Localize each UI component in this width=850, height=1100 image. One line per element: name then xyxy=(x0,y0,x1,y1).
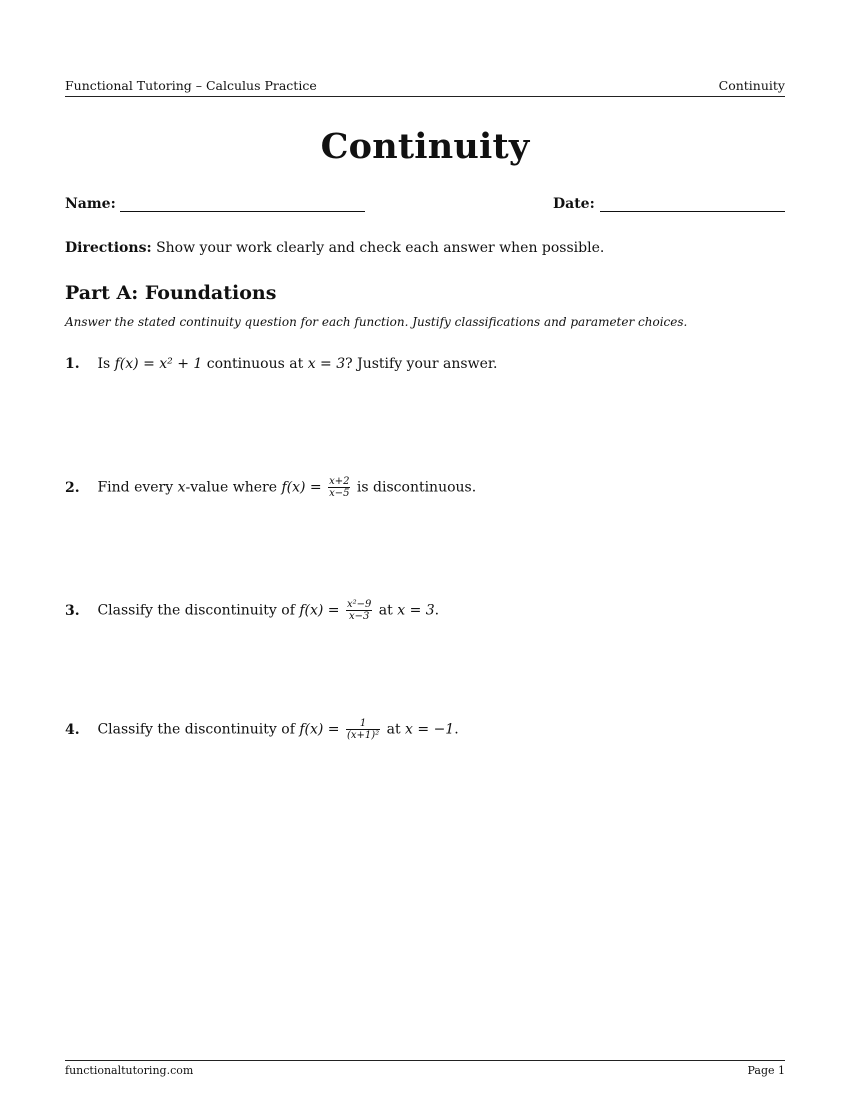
problem-text-part: . xyxy=(434,602,440,619)
part-a-instructions: Answer the stated continuity question for each function. Justify classifications and parameter choices. xyxy=(65,315,688,329)
problem-text xyxy=(97,476,476,499)
fraction-denominator: (x+1)² xyxy=(346,730,380,741)
directions-text: Show your work clearly and check each answer when possible. xyxy=(156,240,605,256)
page-title: Continuity xyxy=(320,126,530,167)
directions xyxy=(65,240,604,256)
problem-text-part: at xyxy=(374,602,398,619)
fraction-numerator: 1 xyxy=(346,718,380,730)
problem-text-part: . xyxy=(454,721,459,738)
name-field[interactable] xyxy=(120,211,365,212)
problem-text xyxy=(97,599,439,622)
header-topic: Continuity xyxy=(718,78,785,93)
problem-text-part: Find every xyxy=(97,479,178,496)
fraction-numerator: x²−9 xyxy=(346,599,372,610)
problem-math: f(x) = x² + 1 xyxy=(114,356,203,372)
part-a-heading: Part A: Foundations xyxy=(65,282,277,304)
problem-number: 3. xyxy=(65,602,80,619)
problem-point: x = 3 xyxy=(397,602,435,619)
fraction-denominator: x−5 xyxy=(329,488,350,499)
problem-text-part: -value where xyxy=(185,479,282,496)
fraction xyxy=(346,599,372,622)
page-header xyxy=(65,78,785,97)
problem-number: 2. xyxy=(65,479,80,496)
problem-point: x = 3 xyxy=(307,356,346,372)
problem-text-part: Classify the discontinuity of xyxy=(97,721,300,738)
problem-math: f(x) = xyxy=(281,479,322,496)
fraction xyxy=(346,718,380,741)
problem-text-part: continuous at xyxy=(202,356,308,372)
date-label: Date: xyxy=(553,196,595,212)
page-footer xyxy=(65,1060,785,1077)
problem-text xyxy=(97,356,497,372)
header-course-title: Functional Tutoring – Calculus Practice xyxy=(65,78,317,93)
problem-text-part: Is xyxy=(97,356,115,372)
problem-text-part: ? Justify your answer. xyxy=(345,356,498,372)
problem-math: f(x) = xyxy=(299,721,340,738)
problem-text-part: is discontinuous. xyxy=(352,479,477,496)
problem-variable: x xyxy=(177,479,186,496)
problem-point: x = −1 xyxy=(405,721,455,738)
problem-number: 1. xyxy=(65,356,80,372)
problem-number: 4. xyxy=(65,721,80,738)
problem-text-part: at xyxy=(382,721,406,738)
problem-text-part: Classify the discontinuity of xyxy=(97,602,300,619)
footer-website: functionaltutoring.com xyxy=(65,1064,194,1077)
footer-page-number: Page 1 xyxy=(747,1064,785,1077)
fraction-numerator: x+2 xyxy=(329,476,350,487)
problem-text xyxy=(97,718,458,741)
directions-label: Directions: xyxy=(65,240,152,256)
name-date-row xyxy=(65,196,785,216)
problem-math: f(x) = xyxy=(299,602,340,619)
problem-3 xyxy=(65,599,439,622)
fraction-denominator: x−3 xyxy=(348,611,370,622)
name-label: Name: xyxy=(65,196,116,212)
problem-1 xyxy=(65,356,497,372)
problem-4 xyxy=(65,718,459,741)
problem-2 xyxy=(65,476,476,499)
fraction xyxy=(328,476,350,499)
date-field[interactable] xyxy=(600,211,785,212)
